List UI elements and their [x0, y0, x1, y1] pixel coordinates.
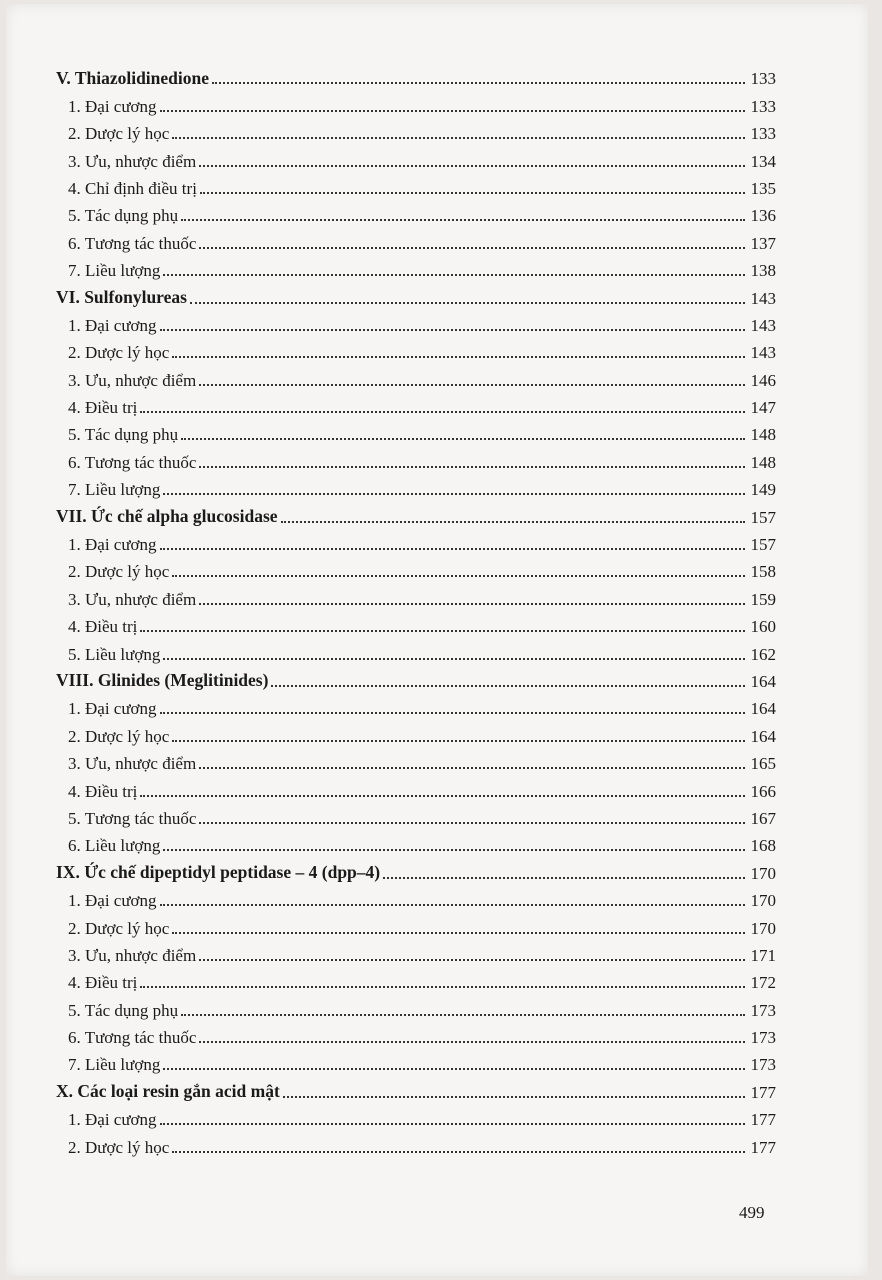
toc-entry-row [56, 1020, 776, 1047]
toc-page-number: 173 [750, 1055, 776, 1075]
dot-leader [160, 711, 745, 714]
toc-page-number: 167 [750, 808, 776, 828]
dot-leader [163, 273, 745, 276]
toc-entry-title: 3. Ưu, nhược điểm [68, 589, 197, 609]
toc-entry-title: 4. Điều trị [68, 617, 138, 637]
table-of-contents [56, 61, 776, 1157]
toc-entry-row [56, 718, 776, 745]
dot-leader [163, 848, 745, 851]
dot-leader [199, 164, 745, 167]
dot-leader [140, 629, 745, 632]
toc-entry-title: VIII. Glinides (Meglitinides) [56, 670, 269, 691]
toc-entry-row [56, 116, 776, 143]
toc-section-row [56, 855, 776, 882]
toc-entry-title: 6. Tương tác thuốc [68, 233, 197, 253]
dot-leader [199, 1040, 745, 1043]
toc-page-number: 137 [750, 233, 776, 253]
toc-entry-title: 3. Ưu, nhược điểm [68, 754, 197, 774]
dot-leader [283, 1095, 745, 1098]
toc-entry-row [56, 910, 776, 937]
toc-entry-row [56, 444, 776, 471]
toc-entry-title: 4. Chỉ định điều trị [68, 178, 197, 198]
toc-page-number: 143 [750, 343, 776, 363]
toc-entry-title: 1. Đại cương [68, 699, 157, 719]
toc-entry-title: 6. Tương tác thuốc [68, 1028, 197, 1048]
toc-entry-title: 1. Đại cương [68, 96, 157, 116]
dot-leader [172, 1150, 745, 1153]
toc-entry-title: 3. Ưu, nhược điểm [68, 370, 197, 390]
book-page [6, 4, 868, 1276]
dot-leader [199, 383, 745, 386]
toc-entry-title: 2. Dược lý học [68, 562, 170, 582]
dot-leader [163, 1067, 745, 1070]
toc-entry-row [56, 417, 776, 444]
toc-section-row [56, 1074, 776, 1101]
toc-page-number: 173 [750, 1000, 776, 1020]
toc-entry-title: 4. Điều trị [68, 398, 138, 418]
toc-entry-row [56, 143, 776, 170]
toc-entry-row [56, 308, 776, 335]
toc-page-number: 162 [750, 644, 776, 664]
toc-entry-row [56, 581, 776, 608]
toc-page-number: 158 [750, 562, 776, 582]
toc-entry-title: 7. Liều lượng [68, 261, 161, 281]
toc-page-number: 149 [750, 480, 776, 500]
toc-page-number: 148 [750, 452, 776, 472]
toc-entry-title: 5. Tác dụng phụ [68, 425, 179, 445]
toc-entry-row [56, 527, 776, 554]
dot-leader [172, 136, 745, 139]
toc-page-number: 177 [750, 1137, 776, 1157]
dot-leader [140, 794, 745, 797]
toc-section-row [56, 499, 776, 526]
toc-entry-row [56, 335, 776, 362]
dot-leader [200, 191, 745, 194]
dot-leader [199, 602, 745, 605]
toc-page-number: 133 [750, 96, 776, 116]
toc-page-number: 177 [750, 1082, 776, 1102]
toc-page-number: 177 [750, 1110, 776, 1130]
toc-entry-title: 2. Dược lý học [68, 343, 170, 363]
toc-entry-title: 1. Đại cương [68, 891, 157, 911]
toc-entry-row [56, 883, 776, 910]
dot-leader [172, 355, 745, 358]
toc-page-number: 173 [750, 1028, 776, 1048]
toc-entry-title: VII. Ức chế alpha glucosidase [56, 506, 278, 527]
dot-leader [163, 657, 745, 660]
page-number: 499 [739, 1203, 765, 1222]
dot-leader [160, 547, 745, 550]
dot-leader [199, 821, 745, 824]
toc-entry-title: 5. Tác dụng phụ [68, 206, 179, 226]
toc-page-number: 135 [750, 178, 776, 198]
toc-page-number: 138 [750, 261, 776, 281]
toc-page-number: 170 [750, 891, 776, 911]
toc-entry-title: 1. Đại cương [68, 535, 157, 555]
toc-entry-row [56, 198, 776, 225]
toc-entry-title: 1. Đại cương [68, 315, 157, 335]
toc-page-number: 168 [750, 836, 776, 856]
toc-entry-title: V. Thiazolidinedione [56, 67, 210, 88]
toc-entry-title: 6. Liều lượng [68, 836, 161, 856]
toc-entry-row [56, 171, 776, 198]
dot-leader [199, 958, 745, 961]
toc-entry-title: 7. Liều lượng [68, 480, 161, 500]
toc-entry-title: 3. Ưu, nhược điểm [68, 945, 197, 965]
toc-entry-row [56, 938, 776, 965]
toc-entry-row [56, 1047, 776, 1074]
dot-leader [383, 876, 745, 879]
toc-entry-row [56, 691, 776, 718]
toc-section-row [56, 664, 776, 691]
toc-page-number: 143 [750, 288, 776, 308]
toc-page-number: 164 [750, 726, 776, 746]
toc-entry-row [56, 636, 776, 663]
toc-section-row [56, 61, 776, 88]
toc-entry-row [56, 746, 776, 773]
toc-entry-title: 5. Tương tác thuốc [68, 808, 197, 828]
toc-entry-row [56, 88, 776, 115]
dot-leader [160, 109, 745, 112]
toc-entry-title: 4. Điều trị [68, 781, 138, 801]
toc-page-number: 136 [750, 206, 776, 226]
toc-entry-row [56, 225, 776, 252]
dot-leader [172, 574, 745, 577]
dot-leader [212, 81, 745, 84]
toc-entry-row [56, 773, 776, 800]
toc-entry-row [56, 390, 776, 417]
dot-leader [140, 985, 745, 988]
toc-page-number: 159 [750, 589, 776, 609]
toc-page-number: 160 [750, 617, 776, 637]
dot-leader [172, 739, 745, 742]
dot-leader [190, 301, 745, 304]
toc-page-number: 134 [750, 151, 776, 171]
toc-entry-title: 6. Tương tác thuốc [68, 452, 197, 472]
toc-entry-title: 3. Ưu, nhược điểm [68, 151, 197, 171]
toc-entry-title: 2. Dược lý học [68, 1137, 170, 1157]
dot-leader [281, 520, 745, 523]
toc-section-row [56, 280, 776, 307]
toc-entry-row [56, 554, 776, 581]
toc-entry-row [56, 992, 776, 1019]
toc-entry-row [56, 362, 776, 389]
toc-page-number: 164 [750, 699, 776, 719]
toc-entry-title: 5. Liều lượng [68, 644, 161, 664]
toc-page-number: 171 [750, 945, 776, 965]
toc-entry-row [56, 1129, 776, 1156]
toc-entry-title: 7. Liều lượng [68, 1055, 161, 1075]
dot-leader [199, 246, 745, 249]
dot-leader [163, 492, 745, 495]
dot-leader [271, 684, 745, 687]
dot-leader [160, 328, 745, 331]
toc-entry-row [56, 801, 776, 828]
toc-entry-row [56, 828, 776, 855]
toc-page-number: 157 [750, 507, 776, 527]
toc-page-number: 170 [750, 863, 776, 883]
dot-leader [199, 766, 745, 769]
toc-entry-row [56, 965, 776, 992]
toc-page-number: 143 [750, 315, 776, 335]
dot-leader [172, 931, 745, 934]
toc-entry-title: 2. Dược lý học [68, 726, 170, 746]
toc-page-number: 164 [750, 671, 776, 691]
toc-page-number: 172 [750, 973, 776, 993]
toc-entry-title: IX. Ức chế dipeptidyl peptidase – 4 (dpp–4) [56, 862, 381, 883]
toc-entry-row [56, 253, 776, 280]
toc-entry-row [56, 1102, 776, 1129]
toc-entry-row [56, 609, 776, 636]
toc-page-number: 166 [750, 781, 776, 801]
dot-leader [160, 903, 745, 906]
toc-entry-title: X. Các loại resin gắn acid mật [56, 1081, 280, 1102]
toc-entry-row [56, 472, 776, 499]
dot-leader [181, 1013, 745, 1016]
toc-entry-title: VI. Sulfonylureas [56, 287, 187, 308]
toc-entry-title: 5. Tác dụng phụ [68, 1000, 179, 1020]
toc-page-number: 148 [750, 425, 776, 445]
toc-entry-title: 4. Điều trị [68, 973, 138, 993]
toc-entry-title: 2. Dược lý học [68, 124, 170, 144]
toc-page-number: 146 [750, 370, 776, 390]
dot-leader [181, 437, 745, 440]
toc-page-number: 133 [750, 124, 776, 144]
dot-leader [140, 410, 745, 413]
dot-leader [181, 218, 745, 221]
toc-entry-title: 1. Đại cương [68, 1110, 157, 1130]
toc-page-number: 165 [750, 754, 776, 774]
toc-entry-title: 2. Dược lý học [68, 918, 170, 938]
toc-page-number: 157 [750, 535, 776, 555]
dot-leader [199, 465, 745, 468]
toc-page-number: 133 [750, 69, 776, 89]
toc-page-number: 147 [750, 398, 776, 418]
toc-page-number: 170 [750, 918, 776, 938]
dot-leader [160, 1122, 745, 1125]
